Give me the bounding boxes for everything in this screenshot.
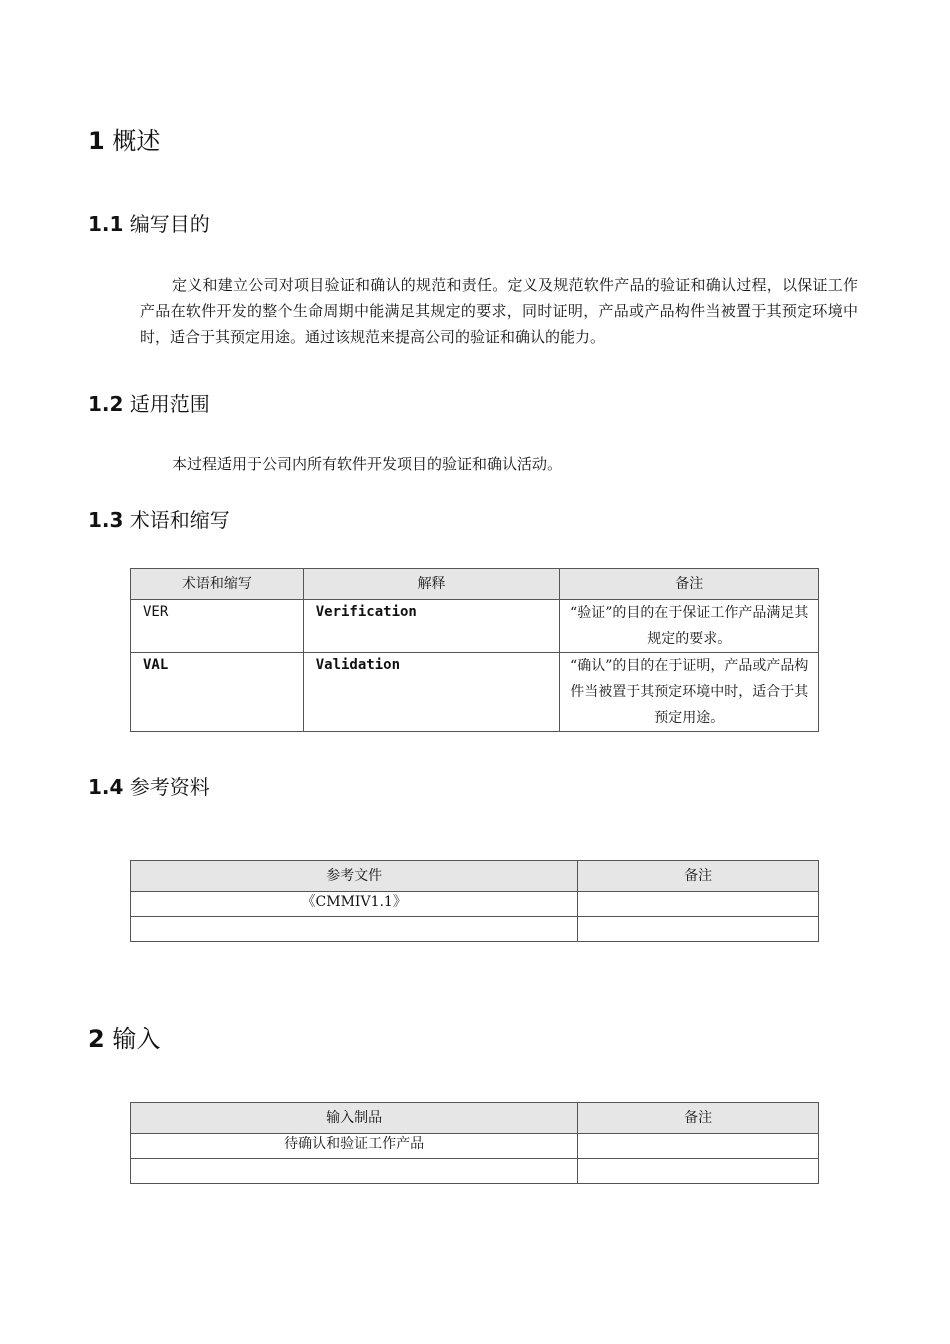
heading-section-2 [88, 1024, 160, 1054]
header-cell: 备注 [578, 1103, 819, 1134]
table-header-row [131, 861, 819, 892]
heading-title: 适用范围 [129, 392, 210, 416]
terms-table [130, 568, 819, 732]
heading-title: 编写目的 [129, 212, 210, 236]
header-cell: 术语和缩写 [131, 569, 304, 600]
header-cell: 解释 [303, 569, 560, 600]
explain-cell: Verification [303, 600, 560, 653]
table-header-row [131, 1103, 819, 1134]
note-cell [578, 1134, 819, 1159]
heading-number: 1.1 [88, 212, 124, 236]
term-cell: VER [131, 600, 304, 653]
note-cell [578, 1159, 819, 1184]
term-cell: VAL [131, 653, 304, 732]
reference-table [130, 860, 819, 942]
table-row [131, 653, 819, 732]
note-cell [578, 892, 819, 917]
heading-title: 术语和缩写 [129, 508, 230, 532]
header-cell: 参考文件 [131, 861, 578, 892]
header-cell: 输入制品 [131, 1103, 578, 1134]
heading-section-1-2 [88, 391, 210, 417]
table-row [131, 1134, 819, 1159]
heading-number: 1 [88, 127, 105, 155]
table-header-row [131, 569, 819, 600]
table-row [131, 1159, 819, 1184]
note-cell: “验证”的目的在于保证工作产品满足其规定的要求。 [560, 600, 819, 653]
item-cell: 待确认和验证工作产品 [131, 1134, 578, 1159]
header-cell: 备注 [578, 861, 819, 892]
heading-number: 1.2 [88, 392, 124, 416]
table-row [131, 600, 819, 653]
purpose-paragraph: 定义和建立公司对项目验证和确认的规范和责任。定义及规范软件产品的验证和确认过程，以保证工作产品在软件开发的整个生命周期中能满足其规定的要求，同时证明，产品或产品构件当被置于其预定环境中时，适合于其预定用途。通过该规范来提高公司的验证和确认的能力。 [140, 276, 858, 346]
item-cell [131, 1159, 578, 1184]
heading-title: 输入 [112, 1025, 161, 1053]
heading-section-1-1 [88, 211, 210, 237]
scope-paragraph: 本过程适用于公司内所有软件开发项目的验证和确认活动。 [172, 455, 563, 473]
explain-cell: Validation [303, 653, 560, 732]
note-cell: “确认”的目的在于证明，产品或产品构件当被置于其预定环境中时，适合于其预定用途。 [560, 653, 819, 732]
doc-cell: 《CMMIV1.1》 [131, 892, 578, 917]
header-cell: 备注 [560, 569, 819, 600]
heading-title: 参考资料 [129, 775, 210, 799]
note-cell [578, 917, 819, 942]
input-table [130, 1102, 819, 1184]
doc-cell [131, 917, 578, 942]
heading-section-1 [88, 126, 160, 156]
heading-section-1-3 [88, 507, 230, 533]
table-row [131, 892, 819, 917]
heading-section-1-4 [88, 774, 210, 800]
heading-number: 2 [88, 1025, 105, 1053]
heading-number: 1.3 [88, 508, 124, 532]
heading-title: 概述 [112, 127, 161, 155]
table-row [131, 917, 819, 942]
heading-number: 1.4 [88, 775, 124, 799]
